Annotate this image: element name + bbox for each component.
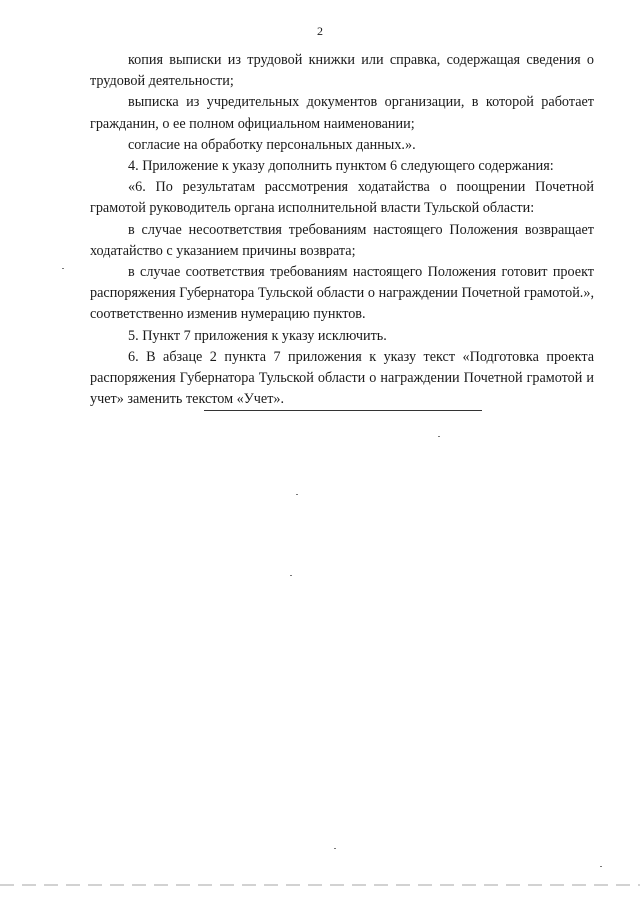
paragraph-conformity: в случае соответствия требованиям настоящего Положения готовит проект распоряжения Губернатора Тульской области о награждении Почетной грамотой.», соответственно изменив нумерацию пунктов. — [90, 264, 594, 323]
scan-speck — [600, 866, 602, 867]
paragraph-work-record: копия выписки из трудовой книжки или справка, содержащая сведения о трудовой деятельности; — [90, 52, 594, 90]
page-number: 2 — [317, 24, 323, 38]
scan-speck — [296, 494, 298, 495]
paragraph-personal-data-consent: согласие на обработку персональных данных.». — [128, 136, 416, 153]
scan-speck — [438, 436, 440, 437]
paragraph-item-6-replacement: 6. В абзаце 2 пункта 7 приложения к указу текст «Подготовка проекта распоряжения Губернатора Тульской области о награждении Почетной грамотой и учет» заменить текстом «Учет». — [90, 348, 594, 408]
scan-speck — [62, 268, 64, 269]
scan-bottom-edge — [0, 884, 640, 886]
paragraph-nonconformity: в случае несоответствия требованиям настоящего Положения возвращает ходатайство с указанием причины возврата; — [90, 221, 594, 259]
closing-separator-line — [204, 410, 482, 411]
scan-speck — [334, 848, 336, 849]
scan-speck — [290, 575, 292, 576]
document-body — [90, 50, 594, 410]
paragraph-item-4: 4. Приложение к указу дополнить пунктом 6 следующего содержания: — [128, 158, 554, 175]
paragraph-item-5: 5. Пункт 7 приложения к указу исключить. — [128, 327, 387, 344]
paragraph-item-6-intro: «6. По результатам рассмотрения ходатайства о поощрении Почетной грамотой руководитель органа исполнительной власти Тульской области: — [90, 179, 594, 217]
paragraph-organization-extract: выписка из учредительных документов организации, в которой работает гражданин, о ее полном официальном наименовании; — [90, 94, 594, 132]
